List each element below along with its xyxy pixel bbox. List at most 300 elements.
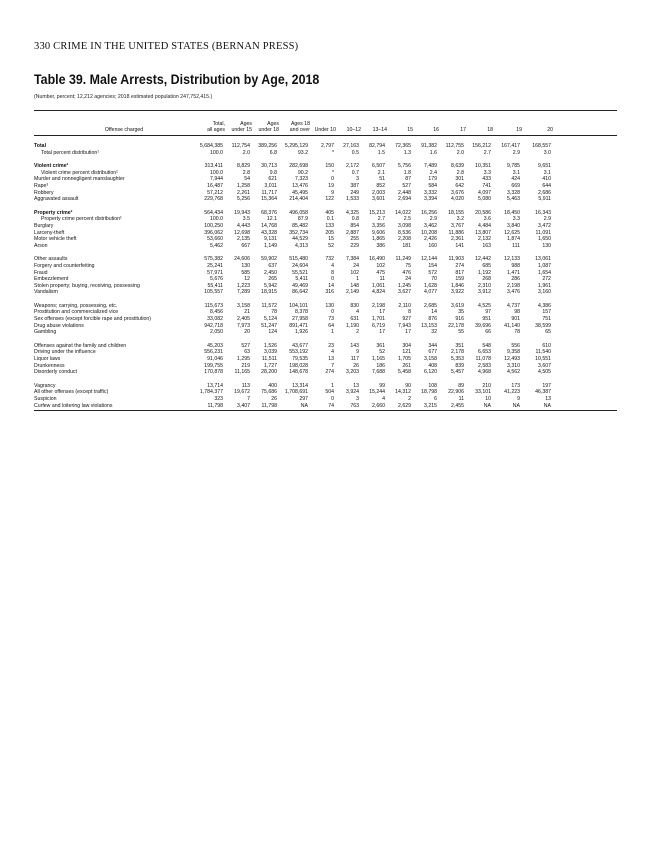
table-cell: 2.9	[512, 149, 520, 156]
table-cell: 527	[402, 182, 411, 189]
table-cell: 4,077	[424, 289, 437, 296]
table-cell: 7,943	[398, 322, 411, 329]
table-cell: 7,384	[346, 256, 359, 263]
table-cell: 396,062	[204, 229, 223, 236]
table-row	[34, 163, 617, 170]
table-cell: 85,482	[292, 222, 308, 229]
table-cell: 8	[408, 309, 411, 316]
table-cell: 3.1	[543, 169, 551, 176]
table-cell: 10,351	[475, 163, 491, 170]
table-cell: 5,911	[538, 196, 551, 203]
table-cell: 75	[405, 262, 411, 269]
table-cell: 4	[382, 396, 385, 402]
table-cell: 27,958	[292, 316, 308, 323]
table-cell: 817	[455, 269, 464, 276]
table-cell: 98	[514, 309, 520, 316]
table-cell: 504	[325, 389, 334, 396]
table-cell: 1,533	[346, 196, 359, 203]
table-cell: NA	[300, 402, 308, 409]
table-cell: 86,642	[292, 289, 308, 296]
table-cell: 3,215	[424, 402, 437, 409]
table-cell: 2	[356, 329, 359, 336]
table-cell: 117	[350, 356, 359, 363]
table-cell: 14,022	[395, 209, 411, 216]
column-header: 13–14	[372, 127, 387, 133]
row-label: Embezzlement	[34, 276, 69, 283]
row-label: Liquor laws	[34, 356, 61, 363]
table-cell: 527	[241, 342, 250, 349]
table-cell: 0.1	[326, 216, 334, 223]
table-cell: 927	[402, 316, 411, 323]
table-cell: 8,639	[451, 163, 464, 170]
table-cell: 12	[244, 276, 250, 283]
table-cell: 24,606	[234, 256, 250, 263]
table-cell: *	[331, 169, 334, 176]
table-cell: 198,028	[289, 362, 308, 369]
table-cell: 11,903	[448, 256, 464, 263]
table-cell: 15,213	[369, 209, 385, 216]
table-cell: 4	[331, 262, 334, 269]
table-cell: 2.9	[429, 216, 437, 223]
table-cell: 249	[350, 189, 359, 196]
table-cell: 57,212	[207, 189, 223, 196]
table-cell: 4,968	[478, 369, 491, 376]
table-cell: 621	[268, 176, 277, 183]
table-cell: 1	[356, 276, 359, 283]
table-cell: 9	[356, 349, 359, 356]
table-cell: 16,343	[535, 209, 551, 216]
table-cell: 876	[428, 316, 437, 323]
table-cell: 112,755	[445, 143, 464, 149]
table-row	[34, 210, 617, 217]
table-cell: 3	[356, 396, 359, 402]
table-cell: 16,256	[421, 209, 437, 216]
table-cell: 16,490	[369, 256, 385, 263]
table-cell: 9	[517, 396, 520, 402]
group-spacer	[34, 376, 617, 383]
table-cell: 389,256	[258, 143, 277, 149]
table-cell: 1,708,691	[284, 389, 308, 396]
table-cell: 157	[542, 309, 551, 316]
table-cell: 3,840	[507, 222, 520, 229]
table-cell: 751	[542, 316, 551, 323]
table-cell: 148	[350, 282, 359, 289]
table-row	[34, 283, 617, 290]
table-cell: 16,487	[207, 182, 223, 189]
table-cell: 229,768	[204, 196, 223, 203]
table-cell: 3,310	[507, 362, 520, 369]
table-cell: 3,924	[346, 389, 359, 396]
table-cell: 32	[431, 329, 437, 336]
table-cell: 5,256	[237, 196, 250, 203]
table-cell: 13	[353, 382, 359, 389]
table-cell: 13,153	[421, 322, 437, 329]
table-cell: 1,192	[478, 269, 491, 276]
row-label: Forgery and counterfeiting	[34, 262, 95, 269]
table-cell: 18,155	[448, 209, 464, 216]
table-cell: 1,295	[237, 356, 250, 363]
table-cell: 677	[428, 349, 437, 356]
table-cell: 3,767	[451, 222, 464, 229]
table-row	[34, 403, 617, 410]
table-cell: 11,165	[234, 369, 250, 376]
table-row	[34, 316, 617, 323]
table-row	[34, 263, 617, 270]
table-cell: 70	[431, 276, 437, 283]
table-cell: 13,714	[207, 382, 223, 389]
table-cell: 13,807	[475, 229, 491, 236]
table-cell: 33,101	[475, 389, 491, 396]
table-cell: 265	[268, 276, 277, 283]
table-cell: 51	[379, 176, 385, 183]
table-cell: 387	[350, 182, 359, 189]
table-cell: 3.2	[456, 216, 464, 223]
table-cell: 8,536	[398, 229, 411, 236]
table-cell: 13,061	[535, 256, 551, 263]
table-title: Table 39. Male Arrests, Distribution by Age, 2018	[34, 72, 320, 87]
table-cell: 4,313	[295, 242, 308, 249]
row-label: Gambling	[34, 329, 57, 336]
table-cell: 14,768	[261, 222, 277, 229]
column-header: 18	[487, 127, 493, 133]
table-cell: NA	[483, 402, 491, 409]
table-cell: 54	[244, 176, 250, 183]
table-cell: 1,961	[538, 282, 551, 289]
table-cell: 3,922	[451, 289, 464, 296]
table-cell: 2,149	[346, 289, 359, 296]
table-cell: 0	[331, 396, 334, 402]
table-cell: 82,794	[369, 143, 385, 149]
table-cell: 163	[482, 242, 491, 249]
table-cell: 2,450	[264, 269, 277, 276]
table-cell: 11	[379, 276, 385, 283]
row-label: Robbery	[34, 189, 54, 196]
table-cell: 4,020	[451, 196, 464, 203]
table-cell: 304	[402, 342, 411, 349]
table-cell: 18,798	[421, 389, 437, 396]
table-cell: 14	[431, 309, 437, 316]
table-cell: 1	[331, 382, 334, 389]
table-cell: 55,411	[207, 282, 223, 289]
table-cell: 2,455	[451, 402, 464, 409]
row-label: Prostitution and commercialized vice	[34, 309, 119, 316]
table-cell: 2,448	[398, 189, 411, 196]
table-cell: 108	[428, 382, 437, 389]
table-cell: 2,583	[478, 362, 491, 369]
table-cell: 1,471	[507, 269, 520, 276]
table-cell: 3,203	[346, 369, 359, 376]
row-label: Other assaults	[34, 256, 68, 263]
table-cell: 9,785	[507, 163, 520, 170]
table-cell: 24	[405, 276, 411, 283]
table-cell: 28,200	[261, 369, 277, 376]
table-cell: 610	[542, 342, 551, 349]
table-cell: 1,701	[372, 316, 385, 323]
column-header: Under 10	[314, 127, 336, 133]
table-cell: 408	[428, 362, 437, 369]
table-cell: 1,926	[295, 329, 308, 336]
table-cell: 852	[376, 182, 385, 189]
table-cell: 43,328	[261, 229, 277, 236]
table-cell: 133	[325, 222, 334, 229]
table-cell: 1,874	[507, 236, 520, 243]
table-cell: 9,606	[372, 229, 385, 236]
table-cell: 274	[325, 369, 334, 376]
table-cell: 272	[542, 276, 551, 283]
column-header: Ages under 15	[231, 121, 252, 133]
table-cell: 111	[512, 242, 520, 249]
table-cell: 75,686	[261, 389, 277, 396]
table-cell: 7,973	[237, 322, 250, 329]
table-cell: 1,727	[264, 362, 277, 369]
table-cell: 10	[485, 396, 491, 402]
table-row	[34, 143, 617, 150]
row-label: Vagrancy	[34, 382, 56, 389]
table-cell: 219	[241, 362, 250, 369]
table-cell: 89	[458, 382, 464, 389]
table-cell: 6.8	[269, 149, 277, 156]
table-row	[34, 303, 617, 310]
table-cell: 0	[331, 309, 334, 316]
table-cell: 2	[408, 396, 411, 402]
table-cell: 14,312	[395, 389, 411, 396]
table-cell: 41,223	[504, 389, 520, 396]
table-cell: 112,754	[231, 143, 250, 149]
table-cell: 23	[328, 342, 334, 349]
table-cell: 7,688	[372, 369, 385, 376]
table-cell: 72,365	[395, 143, 411, 149]
table-cell: 7,944	[210, 176, 223, 183]
table-cell: 1,223	[237, 282, 250, 289]
table-cell: 2,405	[237, 316, 250, 323]
table-cell: 143	[350, 342, 359, 349]
table-cell: 199,755	[204, 362, 223, 369]
table-cell: 100,250	[204, 222, 223, 229]
table-cell: 261	[402, 362, 411, 369]
table-cell: 90.2	[297, 169, 308, 176]
table-cell: 4	[356, 309, 359, 316]
table-cell: 12,133	[504, 256, 520, 263]
table-cell: 8,829	[237, 163, 250, 170]
table-cell: 100.0	[210, 216, 223, 223]
row-label: All other offenses (except traffic)	[34, 389, 109, 396]
table-cell: 52	[379, 349, 385, 356]
table-cell: 179	[428, 176, 437, 183]
table-cell: 496,058	[289, 209, 308, 216]
table-cell: 344	[428, 342, 437, 349]
table-cell: 3,160	[538, 289, 551, 296]
table-cell: 87	[405, 176, 411, 183]
table-cell: 2,361	[451, 236, 464, 243]
table-body	[34, 136, 617, 409]
table-cell: 1,190	[346, 322, 359, 329]
table-cell: 8	[331, 269, 334, 276]
table-cell: 130	[241, 262, 250, 269]
table-cell: 1.5	[377, 149, 385, 156]
table-cell: 4,562	[507, 369, 520, 376]
table-cell: 942,718	[204, 322, 223, 329]
table-cell: 2.7	[483, 149, 491, 156]
table-cell: 186	[376, 362, 385, 369]
table-cell: 55	[458, 329, 464, 336]
table-cell: 2,178	[451, 349, 464, 356]
table-cell: 11,078	[475, 356, 491, 363]
table-cell: 4,325	[346, 209, 359, 216]
table-cell: 1.6	[429, 149, 437, 156]
table-cell: 2,050	[210, 329, 223, 336]
table-cell: 170,878	[204, 369, 223, 376]
table-cell: 2,797	[321, 143, 334, 149]
table-cell: 3,462	[424, 222, 437, 229]
table-cell: 8,378	[295, 309, 308, 316]
table-cell: 3.3	[512, 216, 520, 223]
row-label: Driving under the influence	[34, 349, 96, 356]
table-row	[34, 196, 617, 203]
table-row	[34, 230, 617, 237]
row-label: Disorderly conduct	[34, 369, 77, 376]
table-cell: 3	[356, 176, 359, 183]
table-cell: 642	[455, 182, 464, 189]
table-cell: 205	[325, 229, 334, 236]
row-label: Drug abuse violations	[34, 322, 84, 329]
table-cell: 90	[405, 382, 411, 389]
table-cell: 3,158	[237, 302, 250, 309]
table-cell: 20	[244, 329, 250, 336]
table-cell: 2,198	[372, 302, 385, 309]
table-cell: 15,244	[369, 389, 385, 396]
table-cell: 59,902	[261, 256, 277, 263]
table-cell: 3.5	[242, 216, 250, 223]
table-row	[34, 323, 617, 330]
table-row	[34, 343, 617, 350]
table-cell: 7,323	[295, 176, 308, 183]
table-cell: 79,535	[292, 356, 308, 363]
table-cell: 14	[328, 282, 334, 289]
table-cell: 229	[350, 242, 359, 249]
table-cell: 20,586	[475, 209, 491, 216]
table-cell: 2,261	[237, 189, 250, 196]
column-header: 15	[407, 127, 413, 133]
row-label: Arson	[34, 242, 48, 249]
table-cell: 100.0	[210, 149, 223, 156]
table-row	[34, 369, 617, 376]
table-row	[34, 276, 617, 283]
table-cell: 2,208	[398, 236, 411, 243]
table-cell: 297	[299, 396, 308, 402]
table-cell: 2,135	[237, 236, 250, 243]
table-cell: 854	[350, 222, 359, 229]
column-header: 17	[460, 127, 466, 133]
table-cell: 6,120	[424, 369, 437, 376]
table-cell: 3.1	[512, 169, 520, 176]
table-cell: 3,039	[264, 349, 277, 356]
table-row	[34, 170, 617, 177]
table-cell: 7,489	[424, 163, 437, 170]
column-header: Ages under 18	[258, 121, 279, 133]
table-cell: 115,673	[204, 302, 223, 309]
table-row	[34, 349, 617, 356]
table-cell: 24,604	[292, 262, 308, 269]
table-cell: 10,551	[535, 356, 551, 363]
row-label: Total percent distribution¹	[41, 149, 99, 156]
table-cell: NA	[543, 402, 551, 409]
table-cell: 1,654	[538, 269, 551, 276]
table-cell: 21	[244, 309, 250, 316]
table-cell: 41,140	[504, 322, 520, 329]
row-label: Motor vehicle theft	[34, 236, 77, 243]
data-table	[34, 110, 617, 411]
row-label: Drunkenness	[34, 362, 65, 369]
table-cell: 3,407	[237, 402, 250, 409]
column-header: 16	[433, 127, 439, 133]
table-cell: 55,521	[292, 269, 308, 276]
table-cell: 5,463	[507, 196, 520, 203]
table-cell: 73	[328, 316, 334, 323]
table-cell: 3,356	[372, 222, 385, 229]
table-cell: 3,676	[451, 189, 464, 196]
row-label: Curfew and loitering law violations	[34, 402, 113, 409]
column-header: 19	[516, 127, 522, 133]
table-cell: 1,650	[538, 236, 551, 243]
table-cell: 12,493	[504, 356, 520, 363]
table-cell: 100.0	[210, 169, 223, 176]
table-cell: 91,046	[207, 356, 223, 363]
table-cell: 572	[428, 269, 437, 276]
table-cell: 891,471	[289, 322, 308, 329]
table-cell: 7,289	[237, 289, 250, 296]
table-cell: 11,886	[448, 229, 464, 236]
group-spacer	[34, 249, 617, 256]
table-cell: 173	[511, 382, 520, 389]
table-cell: 901	[511, 316, 520, 323]
table-cell: 1,165	[372, 356, 385, 363]
table-cell: 93.2	[297, 149, 308, 156]
table-cell: 51,247	[261, 322, 277, 329]
table-cell: 26	[353, 362, 359, 369]
table-cell: 2,172	[346, 163, 359, 170]
table-cell: 18,915	[261, 289, 277, 296]
table-cell: 5,080	[478, 196, 491, 203]
row-label: Sex offenses (except forcible rape and prostitution)	[34, 316, 151, 323]
table-cell: 6,719	[372, 322, 385, 329]
table-cell: 286	[511, 276, 520, 283]
row-label: Rape³	[34, 182, 49, 189]
table-cell: 2.4	[429, 169, 437, 176]
table-cell: 64	[328, 322, 334, 329]
table-cell: 424	[511, 176, 520, 183]
table-cell: 988	[511, 262, 520, 269]
table-cell: 2.7	[377, 216, 385, 223]
table-cell: 4,824	[372, 289, 385, 296]
table-cell: 22,178	[448, 322, 464, 329]
table-cell: 2,685	[424, 302, 437, 309]
row-label: Total	[34, 143, 47, 149]
table-cell: 2.1	[377, 169, 385, 176]
table-cell: 3,332	[424, 189, 437, 196]
table-row	[34, 309, 617, 316]
table-cell: 5,411	[295, 276, 308, 283]
table-cell: 2,660	[372, 402, 385, 409]
table-cell: 52	[328, 242, 334, 249]
table-cell: 951	[482, 316, 491, 323]
row-label: Violent crime²	[34, 163, 69, 170]
table-cell: 4,525	[478, 302, 491, 309]
table-cell: 22,906	[448, 389, 464, 396]
table-cell: 53,660	[207, 236, 223, 243]
table-cell: 8,456	[210, 309, 223, 316]
table-cell: 5,756	[398, 163, 411, 170]
table-cell: 255	[350, 236, 359, 243]
